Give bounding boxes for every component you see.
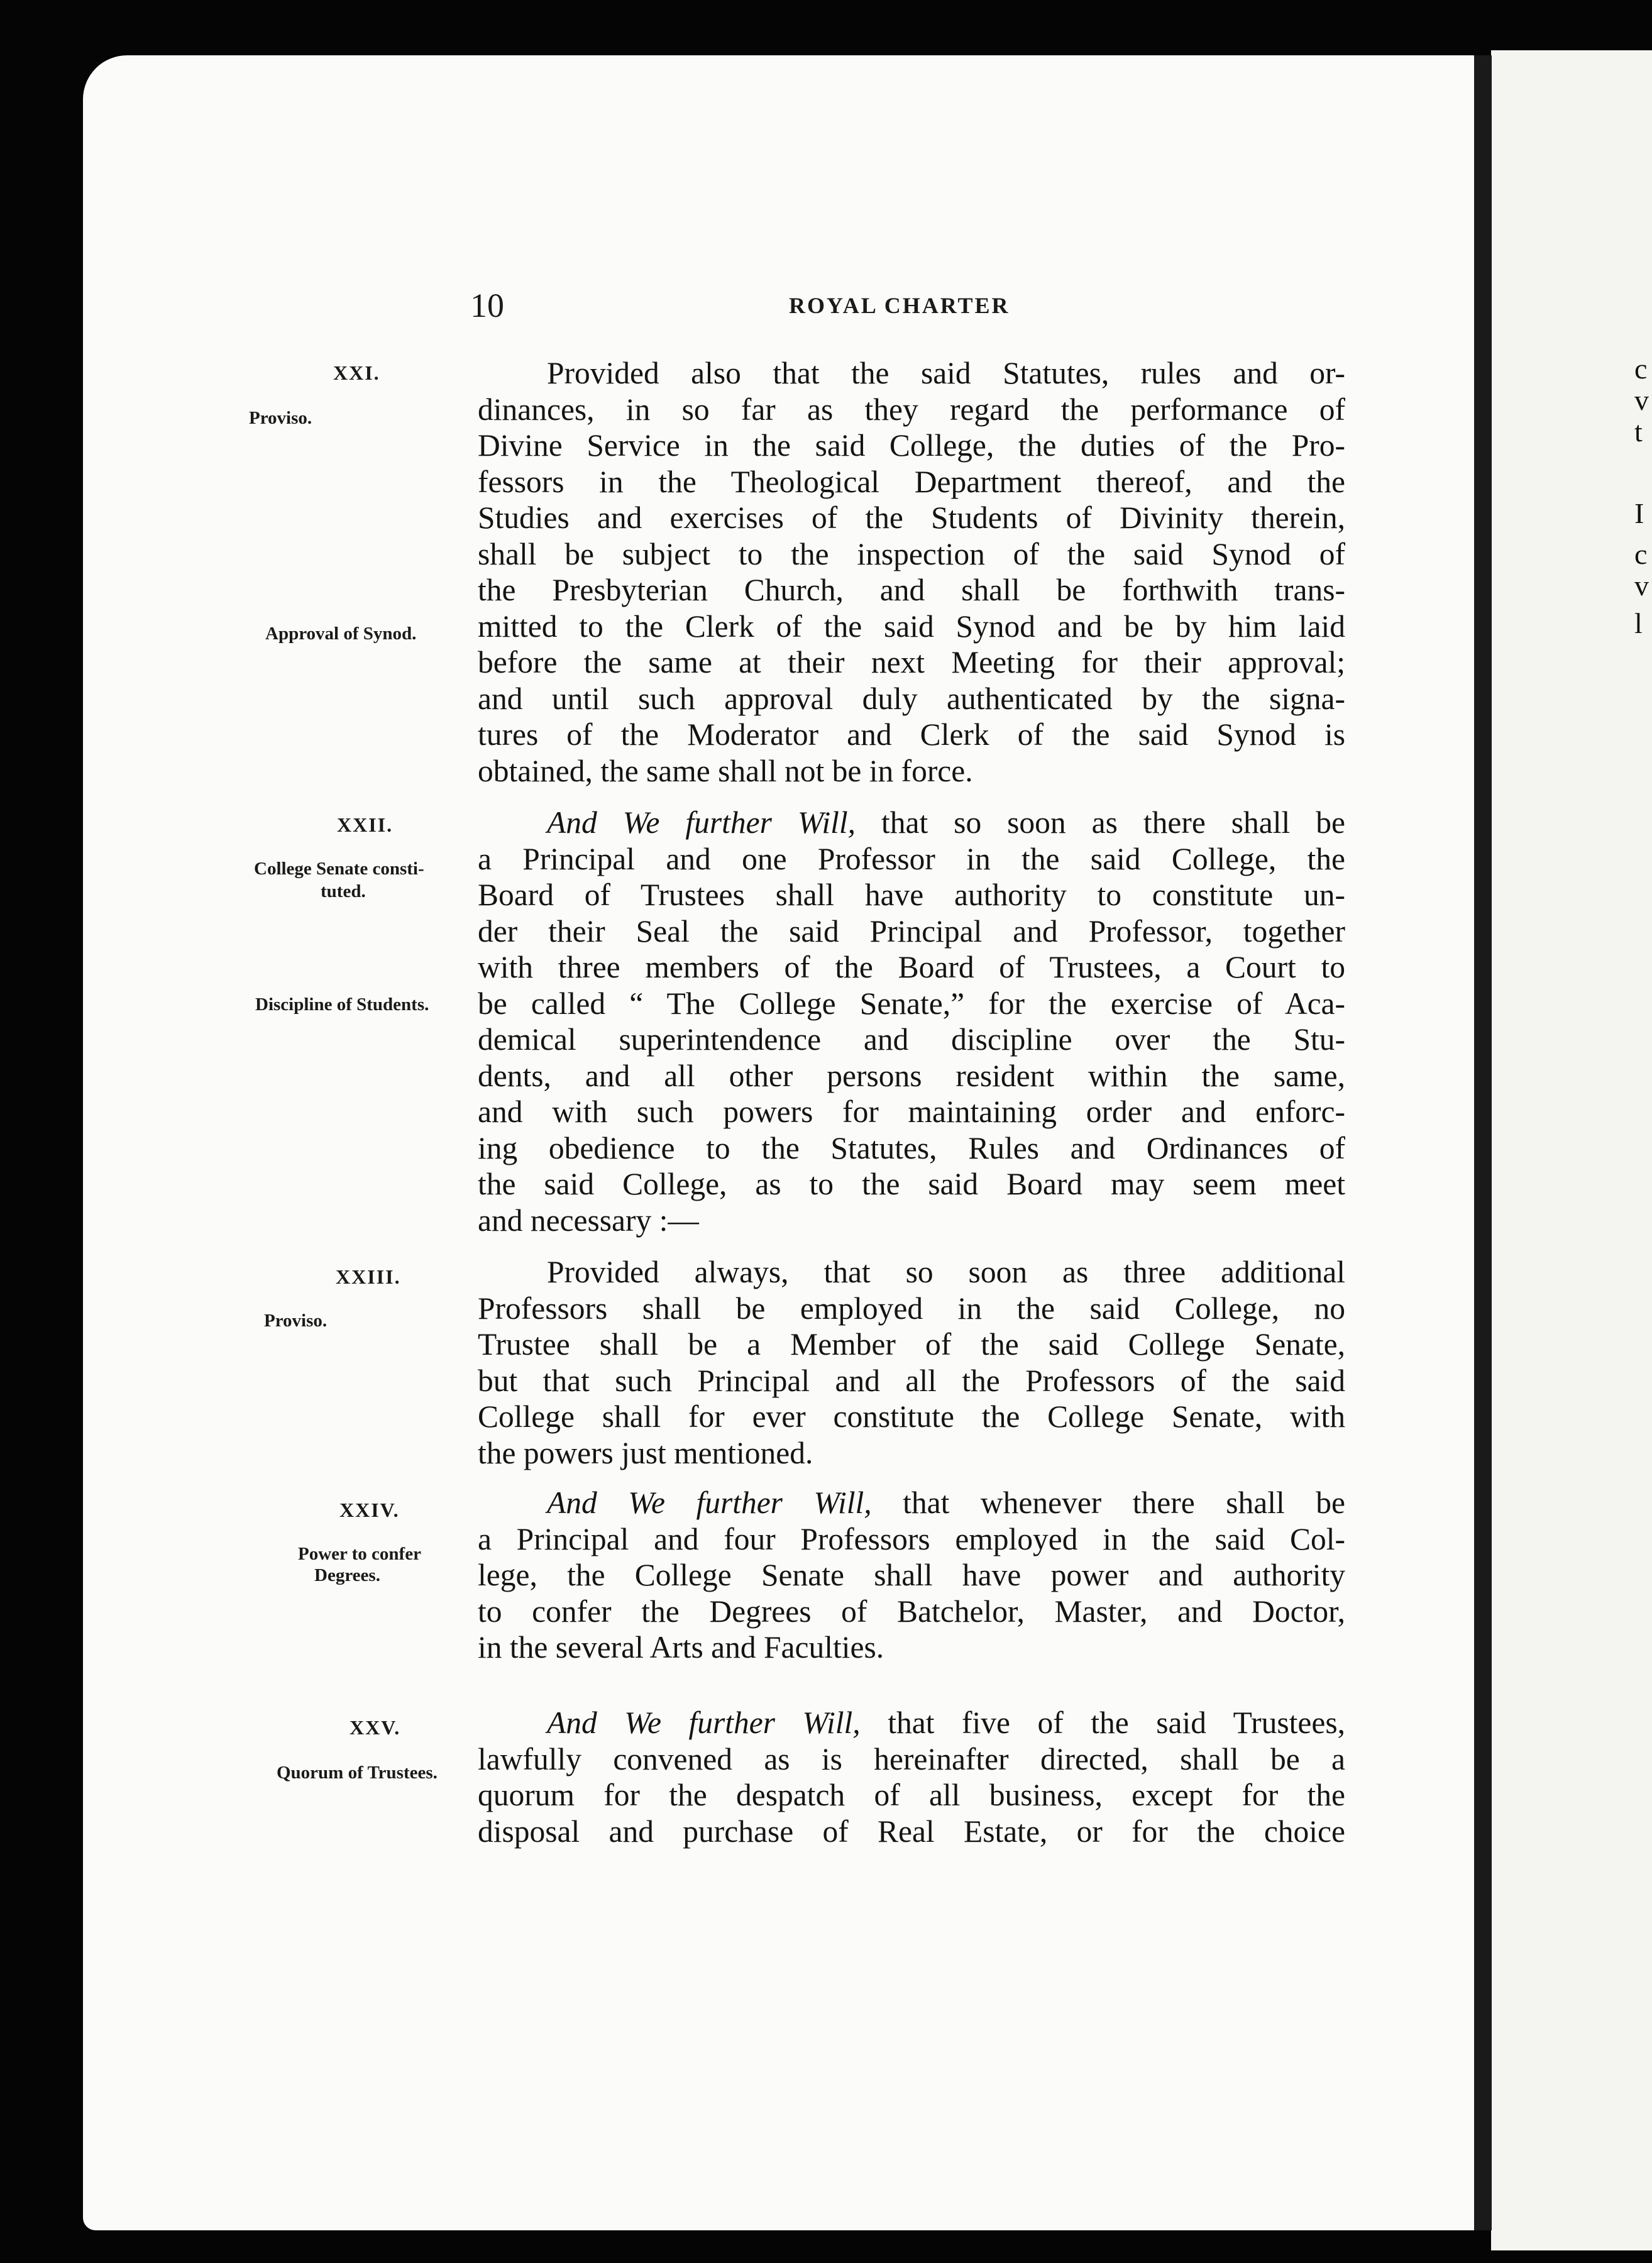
text-line: demical superintendence and discipline over the Stu- bbox=[478, 1022, 1345, 1057]
text-line: dents, and all other persons resident within the same, bbox=[478, 1058, 1345, 1093]
italic-lead: And We further Will, bbox=[547, 1485, 872, 1520]
facing-page-fragment: t bbox=[1634, 416, 1643, 448]
text-line: Trustee shall be a Member of the said College Senate, bbox=[478, 1327, 1345, 1362]
text-line: the Presbyterian Church, and shall be forthwith trans- bbox=[478, 573, 1345, 607]
text-line: Provided also that the said Statutes, rules and or- bbox=[547, 356, 1345, 390]
text-line: before the same at their next Meeting for their approval; bbox=[478, 645, 1345, 680]
text-line: shall be subject to the inspection of the said Synod of bbox=[478, 536, 1345, 571]
text-line: a Principal and one Professor in the said College, the bbox=[478, 841, 1345, 876]
section-numeral: XXII. bbox=[337, 813, 394, 836]
margin-note: Quorum of Trustees. bbox=[277, 1763, 438, 1783]
margin-note: Degrees. bbox=[314, 1565, 380, 1585]
text-line: to confer the Degrees of Batchelor, Master, and Doctor, bbox=[478, 1594, 1345, 1629]
text-line: ing obedience to the Statutes, Rules and Ordinances of bbox=[478, 1130, 1345, 1165]
text-line: lawfully convened as is hereinafter directed, shall be a bbox=[478, 1741, 1345, 1776]
text-line: Professors shall be employed in the said College, no bbox=[478, 1291, 1345, 1326]
text-line: the powers just mentioned. bbox=[478, 1435, 813, 1470]
paragraph bbox=[478, 805, 1345, 1238]
text-line: Divine Service in the said College, the duties of the Pro- bbox=[478, 428, 1345, 463]
italic-lead: And We further Will, bbox=[547, 805, 856, 840]
paragraph bbox=[478, 355, 1345, 789]
facing-page-fragment: l bbox=[1634, 607, 1643, 639]
facing-page-fragment: v bbox=[1634, 570, 1649, 602]
margin-note: tuted. bbox=[321, 881, 366, 901]
text-line: and with such powers for maintaining order and enforc- bbox=[478, 1094, 1345, 1129]
section-numeral: XXIV. bbox=[339, 1499, 400, 1521]
text-line-rest: that whenever there shall be bbox=[871, 1485, 1345, 1520]
section-numeral: XXI. bbox=[333, 361, 380, 384]
page-header bbox=[0, 286, 1652, 324]
facing-page-fragment: v bbox=[1634, 384, 1649, 416]
margin-note: Approval of Synod. bbox=[265, 624, 417, 644]
text-line: and necessary :— bbox=[478, 1203, 699, 1238]
text-line: in the several Arts and Faculties. bbox=[478, 1630, 884, 1665]
text-line: Provided always, that so soon as three additional bbox=[547, 1255, 1345, 1289]
running-head: ROYAL CHARTER bbox=[789, 293, 1010, 318]
text-line: Board of Trustees shall have authority to constitute un- bbox=[478, 878, 1345, 912]
text-line: tures of the Moderator and Clerk of the said Synod is bbox=[478, 717, 1345, 752]
margin-note: Discipline of Students. bbox=[255, 994, 429, 1015]
text-line-rest: that five of the said Trustees, bbox=[860, 1705, 1345, 1740]
text-line: fessors in the Theological Department thereof, and the bbox=[478, 464, 1345, 499]
facing-page bbox=[1491, 50, 1652, 2250]
text-line: dinances, in so far as they regard the performance of bbox=[478, 392, 1345, 427]
text-line: quorum for the despatch of all business, except for the bbox=[478, 1778, 1345, 1812]
text-line: disposal and purchase of Real Estate, or for the choice bbox=[478, 1814, 1345, 1849]
paragraph bbox=[478, 1254, 1345, 1471]
facing-page-fragment: c bbox=[1634, 353, 1648, 385]
facing-page-fragment: I bbox=[1634, 497, 1644, 529]
text-line: Studies and exercises of the Students of Divinity therein, bbox=[478, 500, 1345, 535]
text-line: be called “ The College Senate,” for the exercise of Aca- bbox=[478, 986, 1345, 1021]
paragraph bbox=[478, 1705, 1345, 1849]
text-line: the said College, as to the said Board may seem meet bbox=[478, 1167, 1345, 1201]
section-numeral: XXIII. bbox=[336, 1265, 401, 1288]
text-line: but that such Principal and all the Professors of the said bbox=[478, 1363, 1345, 1398]
italic-lead: And We further Will, bbox=[547, 1705, 861, 1740]
page-gutter bbox=[1474, 55, 1492, 2230]
text-line bbox=[478, 805, 1345, 841]
text-line-rest: that so soon as there shall be bbox=[855, 805, 1345, 840]
text-line: and until such approval duly authenticated by the signa- bbox=[478, 681, 1345, 716]
text-line: mitted to the Clerk of the said Synod and be by him laid bbox=[478, 608, 1345, 644]
text-line: lege, the College Senate shall have power and authority bbox=[478, 1558, 1345, 1592]
text-line: der their Seal the said Principal and Professor, together bbox=[478, 913, 1345, 949]
text-line: with three members of the Board of Trustees, a Court to bbox=[478, 950, 1345, 984]
text-line: a Principal and four Professors employed in the said Col- bbox=[478, 1521, 1345, 1556]
paragraph bbox=[478, 1485, 1345, 1666]
section-numeral: XXV. bbox=[350, 1716, 401, 1739]
text-line: College shall for ever constitute the College Senate, with bbox=[478, 1399, 1345, 1434]
text-line bbox=[478, 1485, 1345, 1521]
facing-page-fragment: c bbox=[1634, 538, 1648, 570]
margin-note: Power to confer bbox=[298, 1544, 421, 1564]
margin-note: Proviso. bbox=[264, 1311, 328, 1331]
page-number: 10 bbox=[470, 287, 504, 324]
text-line bbox=[478, 1705, 1345, 1741]
text-line: obtained, the same shall not be in force. bbox=[478, 753, 973, 788]
margin-note: Proviso. bbox=[249, 408, 312, 428]
margin-note: College Senate consti- bbox=[254, 859, 424, 879]
